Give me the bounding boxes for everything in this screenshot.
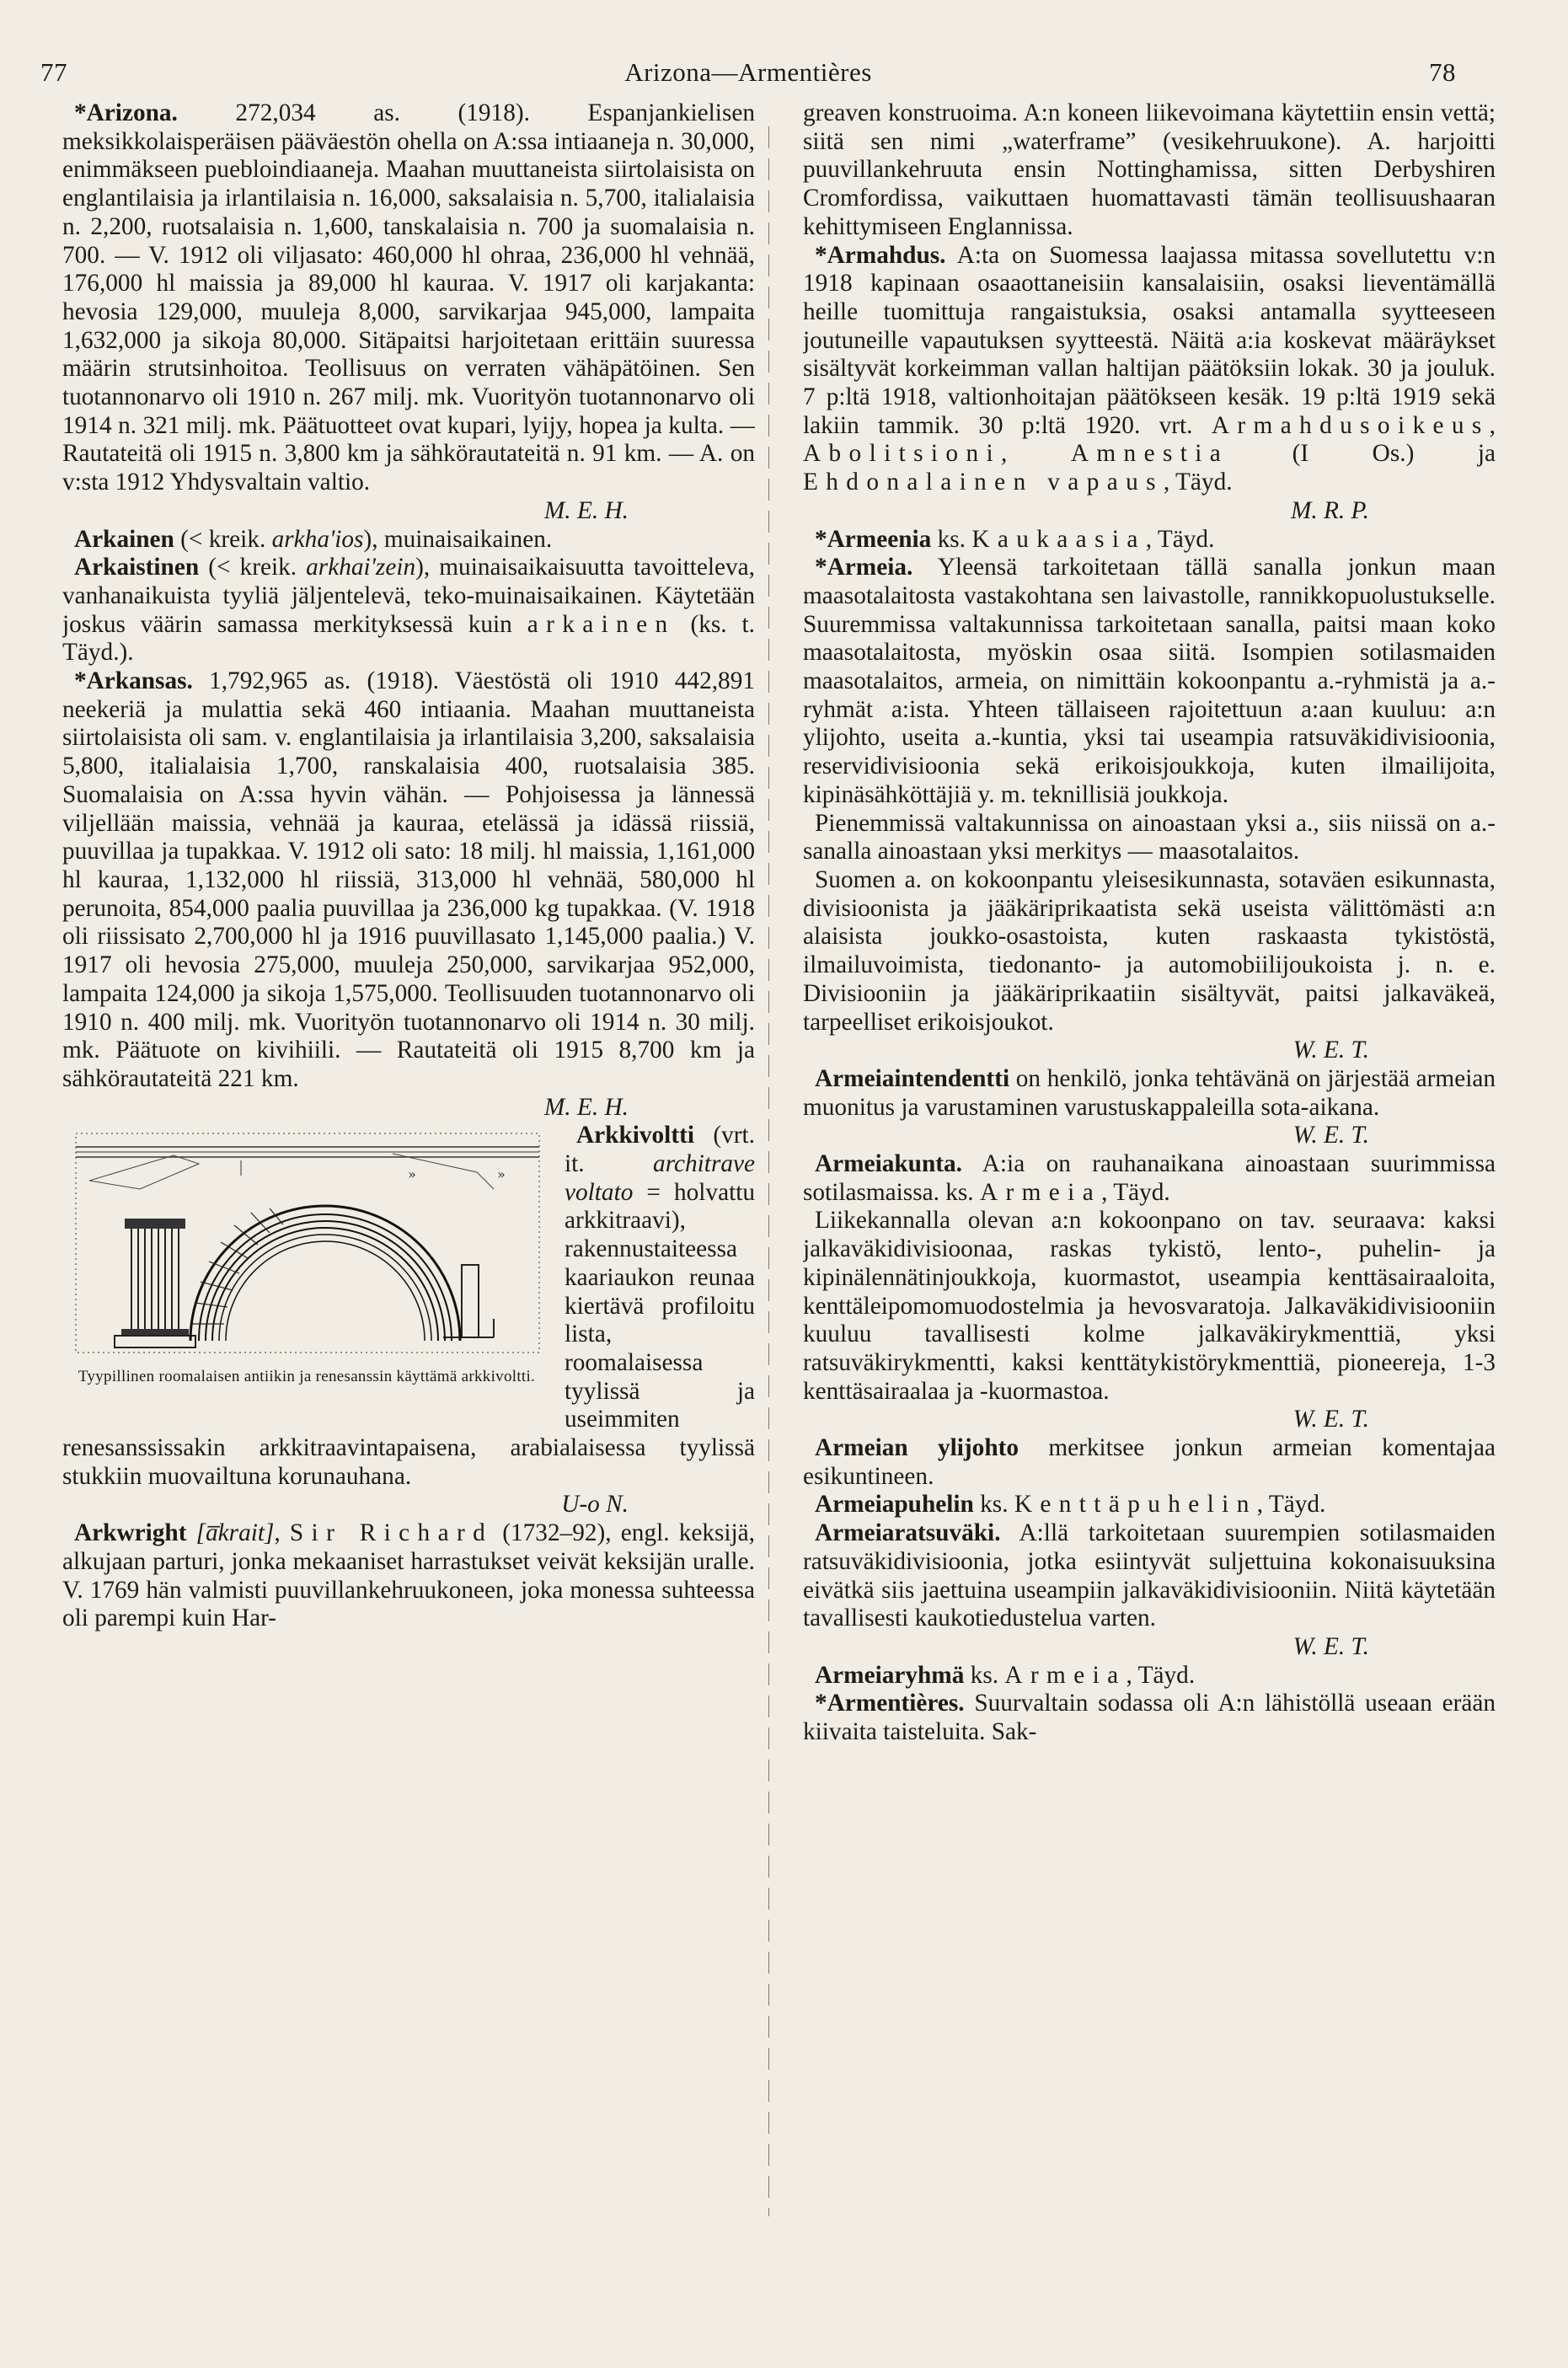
arkkivoltti-figure [62,1130,551,1418]
entry-arkwright-continued [803,99,1496,242]
author-signature: W. E. T. [1292,1122,1369,1149]
entry-text: greaven konstruoima. A:n koneen liikevoimana käytettiin ensin vettä; siitä sen nimi „waterframe” (vesikehruukone). A. harjoitti puuvillankehruuta ensin Nottinghamissa, sitten Derbyshiren Cromfordissa, vaikuttaen huomattavasti tämän teollisuushaaran kehittymiseen Englannissa. [803,99,1496,240]
entry-text: (1732–92), engl. keksijä, alkujaan parturi, jonka mekaaniset harrastukset veivät keksijän uralle. V. 1769 hän valmisti puuvillankehruukoneen, joka monessa suhteessa oli parempi kuin Har- [62,1519,755,1632]
cross-reference: Armeia [979,1178,1102,1206]
entry-text: , Täyd. [1101,1178,1170,1206]
column-divider [768,126,769,2216]
entry-text: A:ia on rauhanaikana ainoastaan suurimmissa sotilasmaissa. ks. [803,1150,1496,1206]
entry-text: , [1489,411,1496,439]
headword: Armeiaryhmä [815,1661,965,1689]
entry-armentieres [803,1690,1496,1746]
entry-text: on henkilö, jonka tehtävänä on järjestää armeian muonitus ja varustaminen varustuskappaleilla sota-aikana. [803,1064,1496,1121]
entry-armeiaintendentti [803,1065,1496,1150]
entry-text: ), muinaisaikainen. [363,525,553,553]
entry-arizona [62,99,755,526]
entry-armeenia [803,526,1496,554]
entry-text: merkitsee jonkun armeian komentajaa esikuntineen. [803,1434,1496,1490]
headword: Armeiaratsuväki. [815,1519,1001,1547]
entry-arkansas [62,667,755,1122]
entry-armeiakunta-p2 [803,1207,1496,1434]
page-header [40,52,1456,94]
cross-reference: Ehdonalainen vapaus [803,469,1164,496]
headword: Arkwright [74,1519,187,1547]
entry-text [186,1519,195,1546]
headword: Arkkivoltti [576,1122,694,1149]
entry-armeia-p2: Pienemmissä valtakunnissa on ainoastaan yksi a., siis niissä on a.-sanalla ainoastaan yksi merkitys — maasotalaitos. [803,809,1496,865]
author-signature: M. R. P. [1290,496,1369,524]
entry-text: , Täyd. [1126,1661,1196,1689]
arch-illustration [72,1130,543,1356]
page-number-left: 77 [40,57,67,87]
entry-text: Suurvaltain sodassa oli A:n lähistöllä useaan erään kiivaita taisteluita. Sak- [803,1690,1496,1746]
entry-armeia-p3 [803,866,1496,1065]
cross-reference: arkainen [527,610,676,638]
entry-armeiapuhelin [803,1491,1496,1519]
right-column [803,99,1496,2257]
entry-text: (I Os.) ja [1228,440,1496,468]
headword: *Armeenia [815,525,932,553]
cross-reference: Armahdusoikeus [1211,411,1490,439]
pronunciation: [a̅krait] [195,1519,275,1547]
headword: *Arkansas. [74,667,193,695]
headword: *Armahdus. [815,241,946,269]
headword: Arkaistinen [74,554,200,581]
entry-armeia [803,554,1496,809]
entry-arkwright [62,1519,755,1633]
entry-text: , Täyd. [1256,1491,1326,1519]
entry-armeiakunta [803,1150,1496,1207]
author-signature: M. E. H. [543,496,629,524]
svg-text:»: » [408,1166,416,1183]
cross-reference: Kenttäpuhelin [1014,1491,1257,1519]
headword: Armeiapuhelin [815,1491,974,1519]
headword: *Armentières. [815,1690,965,1717]
running-title: Arizona—Armentières [624,57,872,87]
headword: Armeian ylijohto [815,1434,1019,1462]
author-signature: W. E. T. [1292,1632,1369,1660]
cross-reference: Armeia [1004,1661,1126,1689]
entry-text: (vrt. it. [565,1122,755,1178]
entry-text: A:ta on Suomessa laajassa mitassa sovellutettu v:n 1918 kapinaan osaaottaneisiin kansalaisiin, osaksi lieventämällä heille tuomittuja rangaistuksia, osaksi antamalla syytteeseen joutuneille vapautuksen syytteestä. Näitä a:ia koskevat määräykset sisältyvät korkeimman vallan haltijan päätöksiin lokak. 30 ja jouluk. 7 p:ltä 1918, valtionhoitajan päätökseen kesäk. 19 p:ltä 1919 sekä lakiin tammik. 30 p:ltä 1920. vrt. [803,241,1496,439]
entry-armeiaratsuvaki [803,1519,1496,1662]
figure-caption: Tyypillinen roomalaisen antiikin ja renesanssin käyttämä arkkivoltti. [78,1368,536,1386]
author-signature: W. E. T. [1292,1037,1369,1064]
entry-text: , [1001,440,1071,468]
entry-text: ks. [931,525,972,553]
entry-armeiaryhma [803,1662,1496,1690]
entry-text: (ks. t. Täyd.). [62,610,755,667]
entry-text: Suomen a. on kokoonpantu yleisesikunnasta, sotaväen esikunnasta, divisioonista ja jääkäriprikaatista sekä useista välittömästi a:n alaisista joukko-osastoista, kuten raskaasta tykistöstä, ilmailuvoimista, tiedonanto- ja automobiilijoukoista j. n. e. Divisiooniin ja jääkäriprikaatiin sisältyvät, paitsi jalkaväkeä, tarpeelliset erikoisjoukot. [803,865,1496,1036]
cross-reference: Kaukaasia [971,525,1146,553]
entry-armahdus [803,242,1496,526]
cross-reference: Abolitsioni [803,440,1001,468]
entry-text: ), muinaisaikaisuutta tavoitteleva, vanhanaikuista tyyliä jäljentelevä, teko-muinaisaikainen. Käytetään joskus väärin samassa merkityksessä kuin [62,554,755,638]
headword: Armeiaintendentti [815,1064,1010,1092]
author-signature: U-o N. [561,1491,629,1519]
author-signature: W. E. T. [1292,1406,1369,1433]
left-column [62,99,755,2257]
entry-text: Yleensä tarkoitetaan tällä sanalla jonkun maan maasotalaitosta vastakohtana sen laivastolle, rannikkopuolustukselle. Suuremmissa valtakunnissa tarkoitetaan sanalla, paitsi maan koko maasotalaitosta, myöskin osaa siitä. Isompien sotilasmaiden maasotalaitos, armeia, on nimittäin kokoonpantu a.-ryhmistä ja a.-ryhmät a:ista. Yhteen tällaiseen rajoitettuun a:aan kuuluu: a:n ylijohto, useita a.-kuntia, yksi tai useampia ratsuväkidivisioonia, reservidivisioonia sekä erikoisjoukkoja, kuten ilmailijoita, kipinäsähköttäjiä y. m. teknillisiä joukkoja. [803,554,1496,808]
person-name: Sir Richard [289,1519,494,1547]
etymology: arkhai'zein [306,554,416,581]
entry-text: ks. [973,1491,1014,1519]
entry-text: Liikekannalla olevan a:n kokoonpano on tav. seuraava: kaksi jalkaväkidivisioonaa, raskas tykistö, lento-, puhelin- ja kipinälennätinjoukkoja, kuormastot, useampia kenttäsairaaloita, kenttäleipomomuodostelmia ja hevosvaratoja. Jalkaväkidivisiooniin kuuluu tavallisesti kolme jalkaväkirykmenttiä, yksi ratsuväkirykmentti, kaksi kenttätykistörykmenttiä, pioneereja, 1-3 kenttäsairaalaa ja -kuormastoa. [803,1207,1496,1405]
cross-reference: Amnestia [1070,440,1229,468]
etymology: arkha'ios [271,525,364,553]
entry-text: 272,034 as. (1918). Espanjankielisen meksikkolaisperäisen pääväestön ohella on A:ssa intiaaneja n. 30,000, enimmäkseen puebloindiaaneja. Maahan muuttaneista siirtolaisista on englantilaisia ja irlantilaisia n. 16,000, saksalaisia n. 5,700, italialaisia n. 2,200, ruotsalaisia n. 1,600, tanskalaisia n. 700 ja suomalaisia n. 700. — V. 1912 oli viljasato: 460,000 hl ohraa, 236,000 hl vehnää, 176,000 hl maissia ja 89,000 hl kauraa. V. 1917 oli karjakanta: hevosia 129,000, muuleja 8,000, sarvikarjaa 945,000, lampaita 1,632,000 ja sikoja 80,000. Sitäpaitsi harjoitetaan erittäin suuressa määrin strutsinhoitoa. Teollisuus on verraten vähäpätöinen. Sen tuotannonarvo oli 1910 n. 267 milj. mk. Vuorityön tuotannonarvo oli 1914 n. 321 milj. mk. Päätuotteet ovat kupari, lyijy, hopea ja kulta. — Rautateitä oli 1915 n. 3,800 km ja sähkörautateitä n. 91 km. — A. on v:sta 1912 Yhdysvaltain valtio. [62,99,755,496]
entry-text: , Täyd. [1163,469,1233,496]
entry-text: (< kreik. [199,554,307,581]
entry-text: 1,792,965 as. (1918). Väestöstä oli 1910 442,891 neekeriä ja mulattia sekä 460 intiaania. Maahan muuttaneista siirtolaisista oli sam. v. englantilaisia ja irlantilaisia 3,200, saksalaisia 5,800, italialaisia 1,700, ranskalaisia 400, ruotsalaisia 385. Suomalaisia on A:ssa hyvin vähän. — Pohjoisessa ja lännessä viljellään maissia, vehnää ja kauraa, etelässä ja idässä riissiä, puuvillaa ja tupakkaa. V. 1912 oli sato: 18 milj. hl maissia, 1,161,000 hl kauraa, 1,132,000 hl riissiä, 313,000 hl vehnää, 580,000 hl perunoita, 854,000 paalia puuvillaa ja 236,000 kg tupakkaa. (V. 1918 oli riissisato 2,700,000 hl ja 1916 puuvillasato 1,145,000 paalia.) V. 1917 oli hevosia 275,000, muuleja 250,000, sarvikarjaa 952,000, lampaita 124,000 ja sikoja 1,575,000. Teollisuuden tuotannonarvo oli 1910 n. 400 milj. mk. Vuorityön tuotannonarvo oli 1914 n. 30 milj. mk. Päätuote on kivihiili. — Rautateitä oli 1915 8,700 km ja sähkörautateitä 221 km. [62,667,755,1092]
svg-text:»: » [497,1166,506,1183]
author-signature: M. E. H. [543,1093,629,1121]
etymology: architrave voltato [565,1150,755,1206]
headword: Armeiakunta. [815,1150,962,1178]
entry-text: , [274,1519,290,1547]
entry-arkaistinen [62,554,755,667]
entry-text: , Täyd. [1145,525,1215,553]
headword: *Armeia. [815,554,913,581]
headword: Arkainen [74,525,174,553]
entry-text: ks. [964,1661,1005,1689]
entry-armeian-ylijohto [803,1434,1496,1491]
entry-arkainen [62,526,755,554]
page-number-right: 78 [1429,57,1456,87]
headword: *Arizona. [74,99,178,126]
entry-text: (< kreik. [174,525,272,553]
entry-text: A:llä tarkoitetaan suurempien sotilasmaiden ratsuväkidivisioonia, jotka esiintyvät suljettuina kokonaisuuksina eivätkä siis jaettuina useampiin jalkaväkidivisiooniin. Niitä käytetään tavallisesti kaukotiedustelua varten. [803,1519,1496,1632]
entry-text: = holvattu arkkitraavi), rakennustaiteessa kaariaukon reunaa kiertävä profiloitu lista, roomalaisessa tyylissä ja useimmiten renesanssissakin arkkitraavintapaisena, arabialaisessa tyylissä stukkiin muovailtuna korunauhana. [62,1178,755,1490]
